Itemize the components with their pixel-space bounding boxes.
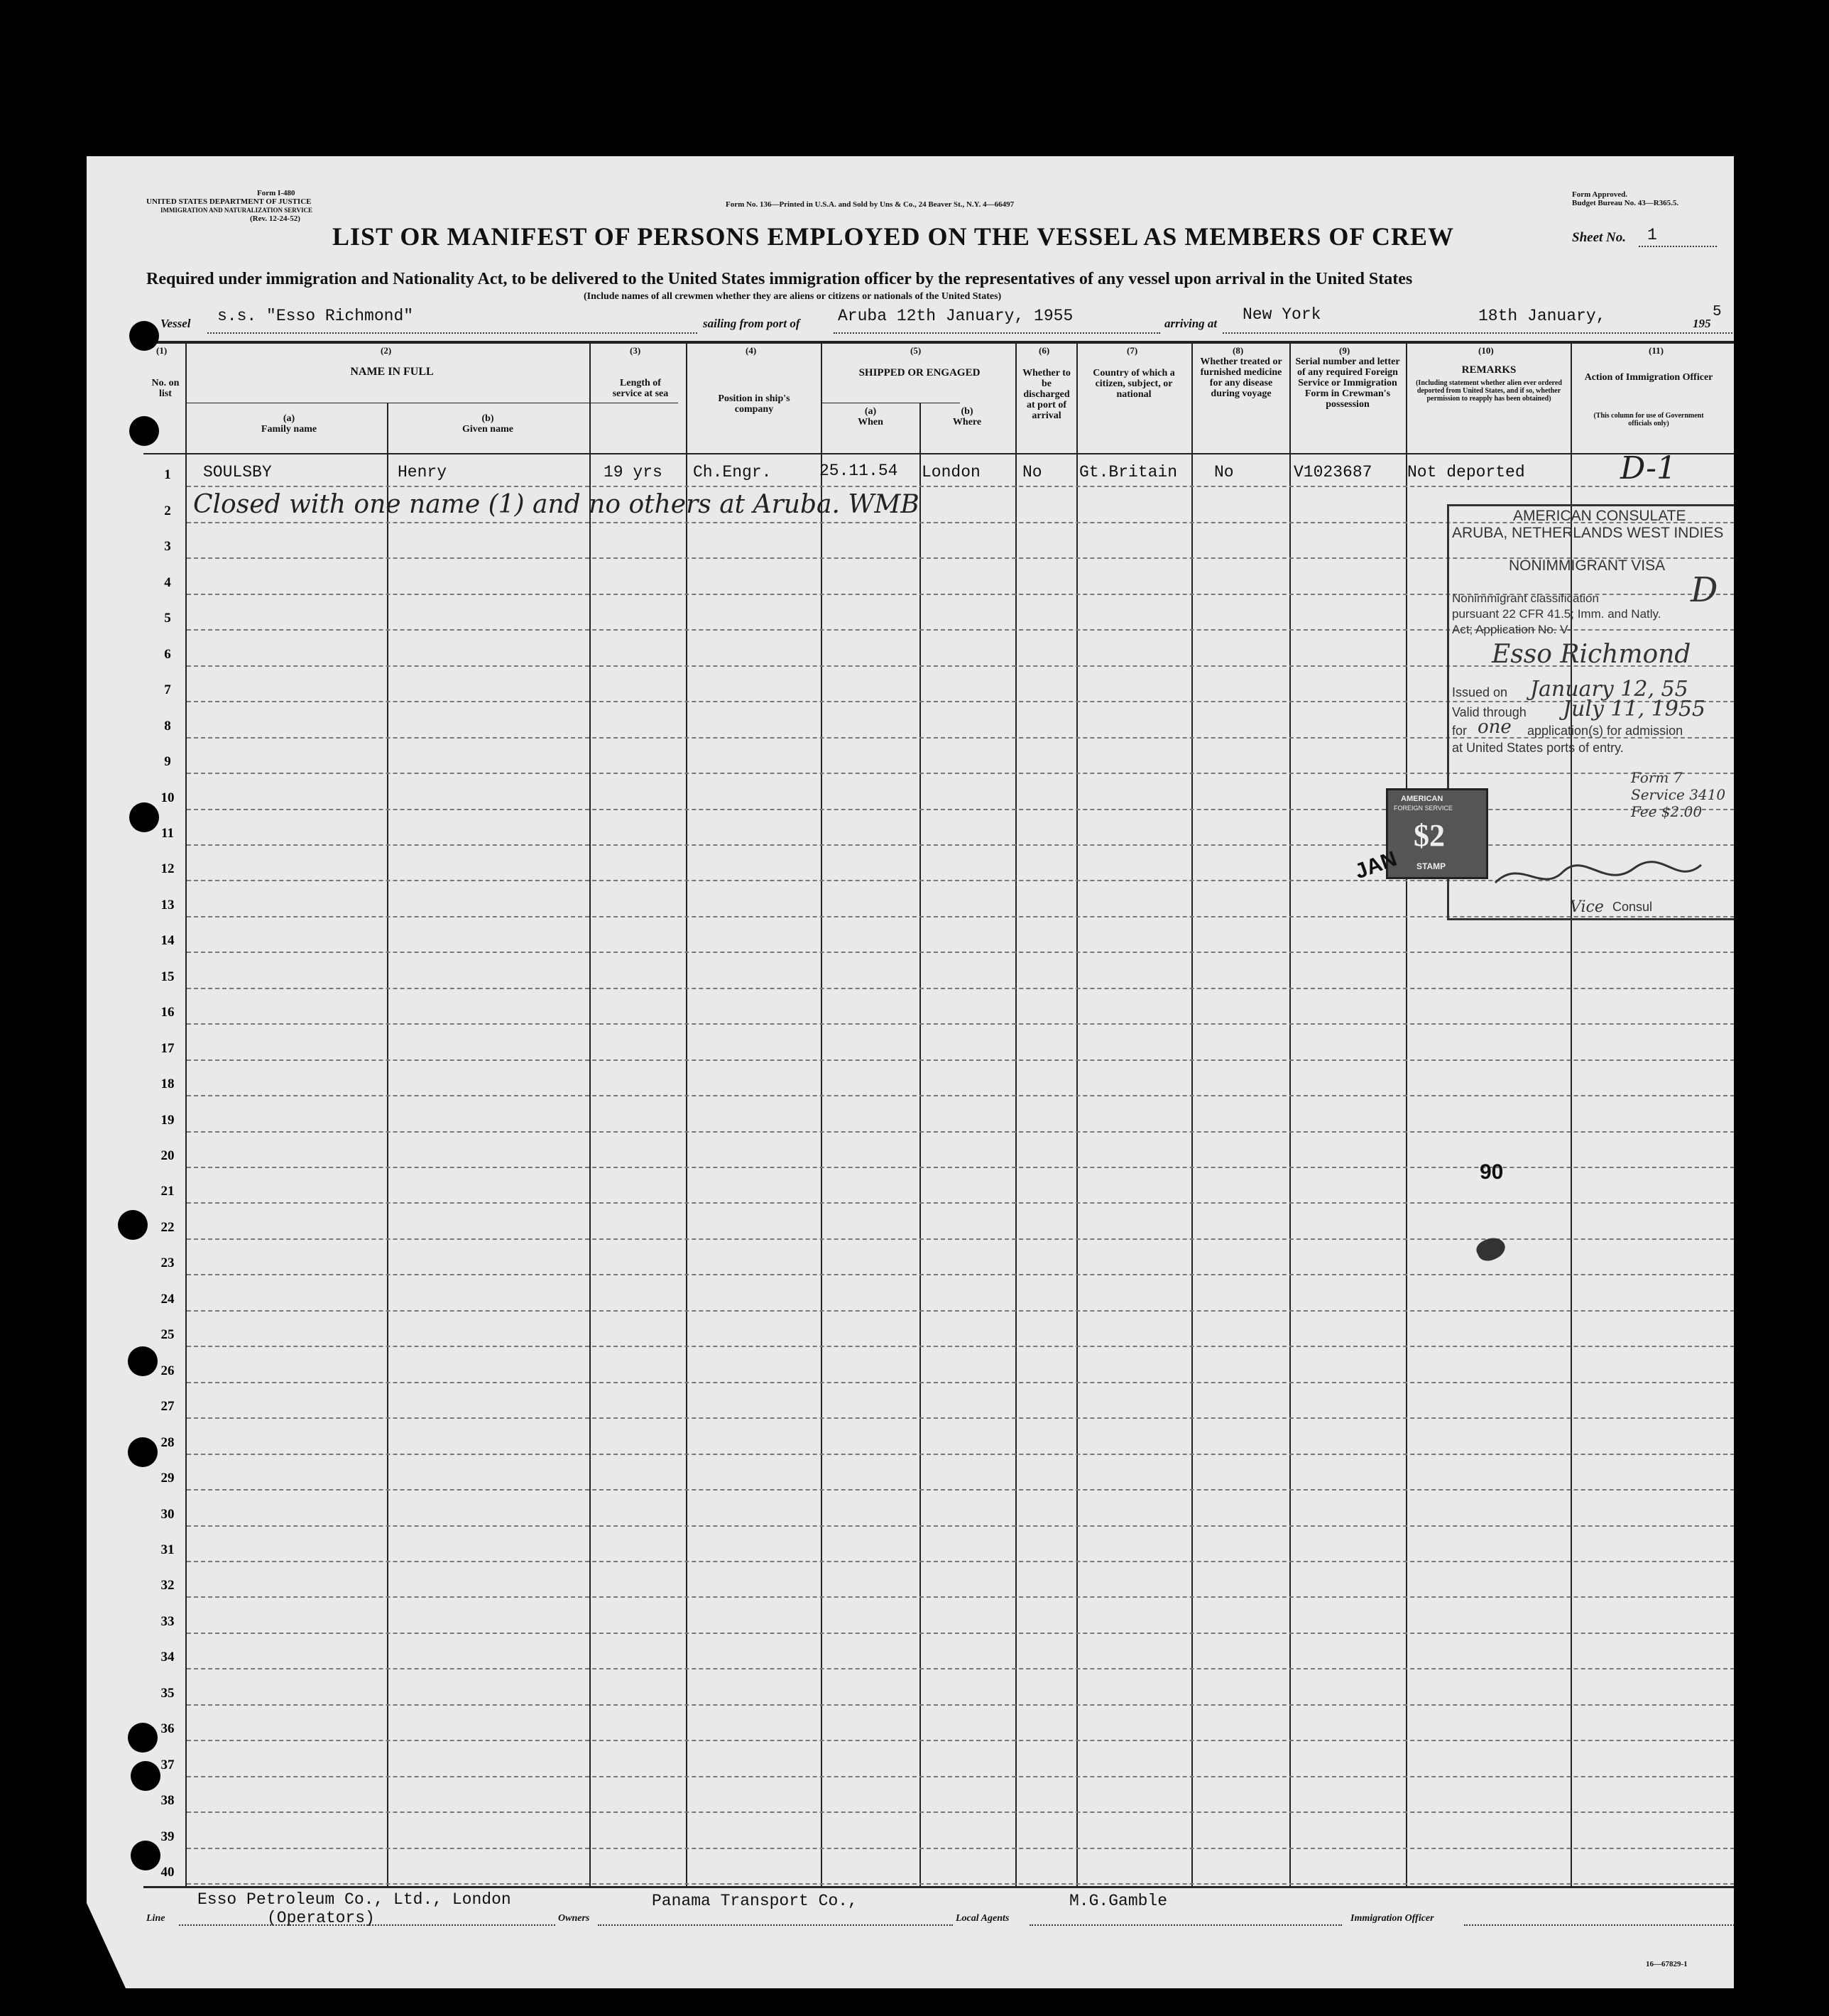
header-when: When [858,417,883,427]
col-num-2: (2) [381,345,392,356]
row-number: 28 [160,1434,175,1450]
line-value: Esso Petroleum Co., Ltd., London [197,1890,511,1909]
revenue-stamp-value: $2 [1414,818,1445,853]
stamp-line-visa: NONIMMIGRANT VISA [1509,557,1666,574]
revision: (Rev. 12-24-52) [250,214,300,223]
row-line [187,988,1734,989]
header-family-name: Family name [261,424,317,435]
row-line [187,1095,1734,1096]
header-country: Country of which a citizen, subject, or national [1093,368,1175,400]
row-number: 37 [160,1757,175,1772]
crew-position: Ch.Engr. [693,463,772,481]
consul-signature [1492,854,1705,903]
row-number: 34 [160,1650,175,1665]
row-number: 26 [160,1363,175,1378]
crew-medicine: No [1214,463,1234,481]
col-num-9: (9) [1339,345,1350,356]
agents-value: M.G.Gamble [1069,1892,1168,1910]
row-number: 31 [160,1542,175,1557]
stamp-fee-note: Form 7 Service 3410 Fee $2.00 [1631,769,1726,820]
col-num-5: (5) [910,345,922,356]
row-line [187,1454,1734,1455]
row-number: 11 [161,825,174,841]
owners-label: Owners [558,1913,590,1924]
row-number: 2 [164,503,171,518]
owners-value: Panama Transport Co., [652,1892,858,1910]
sheet-label: Sheet No. [1572,230,1626,245]
row-line [187,1202,1734,1204]
row-line [187,952,1734,953]
arrival-date: 18th January, [1478,307,1606,325]
consulate-visa-stamp [1447,504,1734,920]
col-num-11: (11) [1649,345,1664,356]
page-title: LIST OR MANIFEST OF PERSONS EMPLOYED ON THE VESSEL AS MEMBERS OF CREW [332,222,1454,251]
col-num-4: (4) [746,345,757,356]
operators-value: (Operators) [267,1909,375,1927]
header-position: Position in ship's company [718,393,790,415]
row-line [187,1525,1734,1527]
mark-90: 90 [1480,1160,1504,1184]
row-number: 35 [160,1685,175,1701]
form-number: Form I-480 [257,189,295,197]
col-num-8: (8) [1233,345,1244,356]
header-given-name: Given name [462,424,513,435]
stamp-for-handwritten: one [1478,717,1512,738]
punch-hole [131,1841,160,1870]
header-action: Action of Immigration Officer [1584,372,1713,383]
crew-family-name: SOULSBY [203,463,272,481]
revenue-stamp [1386,788,1488,879]
row-line [187,1740,1734,1741]
header-where-b: (b) [961,406,973,417]
row-line [187,1274,1734,1275]
punch-hole [131,1761,160,1791]
header-remarks-note: (Including statement whether alien ever ordered deported from United States, and if so, whether permission to reapply has been obtained) [1416,379,1562,403]
crew-when: 25.11.54 [819,462,898,480]
header-family-a: (a) [283,413,295,424]
row-line [187,1059,1734,1061]
row-number: 32 [160,1578,175,1593]
revenue-stamp-top: AMERICAN [1401,795,1443,803]
col-num-10: (10) [1478,345,1494,356]
row-line [187,1382,1734,1383]
row-number: 6 [164,646,171,662]
row-number: 29 [160,1471,175,1486]
punch-hole [128,1346,158,1376]
col-num-6: (6) [1039,345,1050,356]
row-number: 30 [160,1506,175,1522]
row-number: 1 [164,467,171,483]
row-number: 21 [160,1184,175,1199]
arriving-label: arriving at [1164,317,1218,330]
sailing-label: sailing from port of [703,317,800,330]
immigration-officer-label: Immigration Officer [1350,1913,1434,1924]
header-shipped: SHIPPED OR ENGAGED [858,367,981,378]
crew-serial: V1023687 [1294,463,1372,481]
folded-corner [87,1903,126,1988]
punch-hole [118,1210,148,1240]
row-line [187,1489,1734,1491]
revenue-stamp-mid: FOREIGN SERVICE [1394,805,1453,812]
service: IMMIGRATION AND NATURALIZATION SERVICE [160,207,312,214]
punch-hole [129,416,159,446]
row-line [187,1310,1734,1312]
line-label: Line [146,1913,165,1924]
agents-label: Local Agents [956,1913,1010,1924]
subnote: (Include names of all crewmen whether they are aliens or citizens or nationals of the United States) [584,291,1002,302]
row-number: 17 [160,1040,175,1056]
header-serial: Serial number and letter of any required Foreign Service or Immigration Form in Crewman's possession [1295,356,1400,410]
row-number: 23 [160,1255,175,1271]
row-line [187,1811,1734,1813]
year-label: 195 [1693,317,1711,330]
row-number: 18 [160,1077,175,1092]
row-number: 7 [164,682,171,698]
row-number: 13 [160,897,175,912]
vessel-name: s.s. "Esso Richmond" [217,307,414,325]
year-digit: 5 [1713,304,1722,320]
stamp-line-application: Act; Application No. V- [1452,623,1572,636]
row-number: 20 [160,1148,175,1163]
punch-hole [128,1723,158,1753]
header-no-on-list: No. on list [151,378,180,399]
stamp-for-label: for [1452,724,1468,738]
col-num-7: (7) [1127,345,1138,356]
row-number: 33 [160,1613,175,1629]
header-name-in-full: NAME IN FULL [350,366,434,378]
row-number: 19 [160,1112,175,1128]
stamp-line-location: ARUBA, NETHERLANDS WEST INDIES [1452,525,1724,541]
crew-where: London [922,463,981,481]
header-given-b: (b) [481,413,494,424]
crew-length: 19 yrs [604,463,662,481]
stamp-line-classification: Nonimmigrant classification [1452,592,1599,605]
row-line [187,1704,1734,1706]
row-number: 40 [160,1865,175,1880]
stamp-applications: application(s) for admission [1527,724,1683,738]
header-where: Where [952,417,982,427]
row-number: 16 [160,1005,175,1020]
crew-country: Gt.Britain [1079,463,1178,481]
punch-hole [129,321,159,351]
row-line [187,1131,1734,1133]
row-number: 4 [164,574,171,590]
stamp-issued-label: Issued on [1452,685,1508,699]
header-medicine: Whether treated or furnished medicine for any disease during voyage [1200,356,1282,399]
crew-given-name: Henry [398,463,447,481]
header-discharged: Whether to be discharged at port of arrival [1022,368,1071,421]
arriving-port: New York [1243,305,1321,324]
stamp-valid-label: Valid through [1452,705,1527,719]
row-number: 5 [164,611,171,626]
row-line [187,1238,1734,1240]
header-length: Length of service at sea [612,378,669,399]
date-cancel-stamp: JAN [1351,846,1400,884]
stamp-ports: at United States ports of entry. [1452,741,1624,755]
row-number: 24 [160,1291,175,1307]
col-num-1: (1) [156,345,168,356]
manifest-sheet [87,156,1734,1988]
sheet-number: 1 [1647,226,1657,244]
row-line [187,1883,1734,1885]
crew-discharged: No [1022,463,1042,481]
signature-scribble [1492,854,1705,897]
row-line [187,1668,1734,1669]
punch-hole [128,1437,158,1467]
stamp-valid-handwritten: July 11, 1955 [1563,697,1706,721]
crew-remarks: Not deported [1407,463,1525,481]
printer-note: Form No. 136—Printed in U.S.A. and Sold by Uns & Co., 24 Beaver St., N.Y. 4—66497 [726,200,1015,209]
closing-note: Closed with one name (1) and no others at Aruba. WMB [193,490,919,519]
row-number: 3 [164,539,171,555]
header-remarks: REMARKS [1461,364,1517,376]
sailing-port: Aruba 12th January, 1955 [838,307,1074,325]
stamp-class-letter: D [1691,570,1718,610]
row-number: 39 [160,1829,175,1844]
row-line [187,1776,1734,1777]
stamp-line-consulate: AMERICAN CONSULATE [1513,508,1686,524]
department: UNITED STATES DEPARTMENT OF JUSTICE [146,197,312,206]
header-when-a: (a) [864,406,877,417]
row-number: 38 [160,1793,175,1809]
row-line [187,486,1734,487]
row-line [187,1848,1734,1849]
row-line [187,1596,1734,1598]
stamp-consul: Consul [1612,900,1653,914]
row-number: 9 [164,754,171,770]
subtitle: Required under immigration and Nationality Act, to be delivered to the United States immigration officer by the representatives of any vessel upon arrival in the United States [146,270,1413,288]
row-line [187,1346,1734,1347]
stamp-vessel-handwritten: Esso Richmond [1492,640,1691,669]
row-number: 25 [160,1327,175,1343]
vessel-label: Vessel [160,317,191,330]
row-number: 8 [164,718,171,734]
row-number: 12 [160,861,175,877]
row-number: 36 [160,1721,175,1737]
form-code: 16—67829-1 [1646,1960,1688,1968]
row-number: 14 [160,933,175,949]
crew-action: D-1 [1620,450,1676,486]
row-number: 10 [160,790,175,805]
row-line [187,1023,1734,1025]
row-line [187,1561,1734,1562]
form-approved: Form Approved. [1572,190,1628,199]
budget-number: Budget Bureau No. 43—R365.5. [1572,199,1679,207]
revenue-stamp-bottom: STAMP [1416,861,1446,871]
row-number: 22 [160,1219,175,1235]
col-num-3: (3) [630,345,641,356]
row-number: 27 [160,1399,175,1415]
stamp-vice: Vice [1570,898,1604,916]
stamp-line-cfr: pursuant 22 CFR 41.5; Imm. and Natly. [1452,607,1661,621]
stamp-issued-handwritten: January 12, 55 [1530,677,1688,702]
row-number: 15 [160,969,175,984]
punch-hole [129,802,159,832]
row-line [187,1417,1734,1419]
row-line [187,1633,1734,1634]
header-action-note: (This column for use of Government officials only) [1593,412,1704,427]
